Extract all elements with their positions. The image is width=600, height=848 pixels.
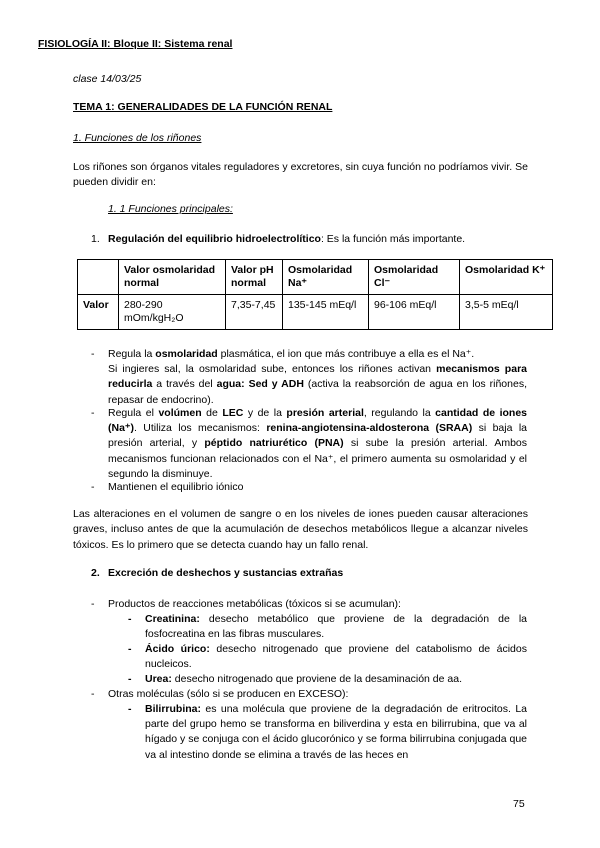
bullet-dash: - bbox=[91, 688, 95, 700]
table-cell: 7,35-7,45 bbox=[226, 295, 283, 330]
sub-bullet-urea: - Urea: desecho nitrogenado que proviene de la desaminación de aa. bbox=[128, 673, 462, 685]
section-title: 1. Funciones de los riñones bbox=[73, 132, 202, 144]
item-number: 2. bbox=[91, 567, 100, 579]
table-row bbox=[78, 295, 553, 330]
bullet-text: Otras moléculas (sólo si se producen en EXCESO): bbox=[108, 688, 349, 700]
sub-bullet-bilirrubina: - Bilirrubina: es una molécula que proviene de la degradación de eritrocitos. La parte del grupo hemo se transforma en biliverdina y esta en bilirrubina, que va al hígado y se conjuga con el ácido glucorónico y se forma bilirrubina conjugada que va al intestino donde se elimina a través de las heces en bbox=[128, 703, 527, 761]
class-date: clase 14/03/25 bbox=[73, 73, 142, 85]
table-cell: 135-145 mEq/l bbox=[283, 295, 369, 330]
table-header-row bbox=[78, 260, 553, 295]
table-cell: 96-106 mEq/l bbox=[369, 295, 460, 330]
bullet-dash: - bbox=[91, 481, 95, 493]
sub-bullet-creatinina: - Creatinina: desecho metabólico que proviene de la degradación de la fosfocreatina en las fibras musculares. bbox=[128, 613, 527, 641]
item-title: Regulación del equilibrio hidroelectrolítico bbox=[108, 233, 321, 245]
header-cell: Osmolaridad Na⁺ bbox=[283, 260, 369, 295]
item-title: Excreción de deshechos y sustancias extrañas bbox=[108, 567, 344, 579]
document-header: FISIOLOGÍA II: Bloque II: Sistema renal bbox=[38, 38, 233, 50]
bullet-text: Productos de reacciones metabólicas (tóxicos si se acumulan): bbox=[108, 598, 401, 610]
bullet-volumen: - Regula el volúmen de LEC y de la presión arterial, regulando la cantidad de iones (Na⁺). Utiliza los mecanismos: renina-angiotensina-aldosterona (SRAA) si baja la presión arterial, y péptido natriurético (PNA) si sube la presión arterial. Ambos mecanismos funcionan relacionados con el Na⁺, el primero aumenta su osmolaridad y el segundo la disminuye. bbox=[91, 407, 528, 480]
table-cell: 3,5-5 mEq/l bbox=[460, 295, 553, 330]
bullet-otras bbox=[91, 687, 527, 702]
subsection-title: 1. 1 Funciones principales: bbox=[108, 203, 233, 215]
bullet-productos bbox=[91, 597, 527, 612]
item-rest: : Es la función más importante. bbox=[320, 233, 466, 245]
intro-paragraph: Los riñones son órganos vitales reguladores y excretores, sin cuya función no podríamos vivir. Se pueden dividir en: bbox=[73, 161, 528, 189]
alteraciones-paragraph: Las alteraciones en el volumen de sangre o en los niveles de iones pueden causar alteraciones graves, incluso antes de que la acumulación de desechos metabólicos llegue a alcanzar niveles tóxicos. Es lo primero que se detecta cuando hay un fallo renal. bbox=[73, 508, 528, 551]
bullet-osmolaridad: - Regula la osmolaridad plasmática, el ion que más contribuye a ella es el Na⁺. Si ingieres sal, la osmolaridad sube, entonces los riñones activan mecanismos para reducirla a través del agua: Sed y ADH (activa la reabsorción de agua en los riñones, repasar de endocrino). bbox=[91, 348, 527, 406]
bullet-dash: - bbox=[91, 407, 95, 419]
sub-bullet-acido-urico: - Ácido úrico: desecho nitrogenado que proviene del catabolismo de ácidos nucleicos. bbox=[128, 643, 527, 671]
row-label: Valor bbox=[78, 295, 119, 330]
bullet-dash: - bbox=[91, 348, 95, 360]
bullet-dash: - bbox=[91, 598, 95, 610]
header-cell: Osmolaridad Cl⁻ bbox=[369, 260, 460, 295]
header-cell: Valor osmolaridad normal bbox=[119, 260, 226, 295]
header-cell bbox=[78, 260, 119, 295]
table-cell: 280-290 mOm/kgH₂O bbox=[119, 295, 226, 330]
tema-title: TEMA 1: GENERALIDADES DE LA FUNCIÓN RENAL bbox=[73, 101, 333, 113]
item-number: 1. bbox=[91, 233, 100, 245]
header-cell: Osmolaridad K⁺ bbox=[460, 260, 553, 295]
values-table bbox=[77, 259, 553, 330]
header-cell: Valor pH normal bbox=[226, 260, 283, 295]
bullet-ionico bbox=[91, 480, 527, 495]
page-number: 75 bbox=[513, 798, 525, 810]
bullet-text: Mantienen el equilibrio iónico bbox=[108, 481, 244, 493]
